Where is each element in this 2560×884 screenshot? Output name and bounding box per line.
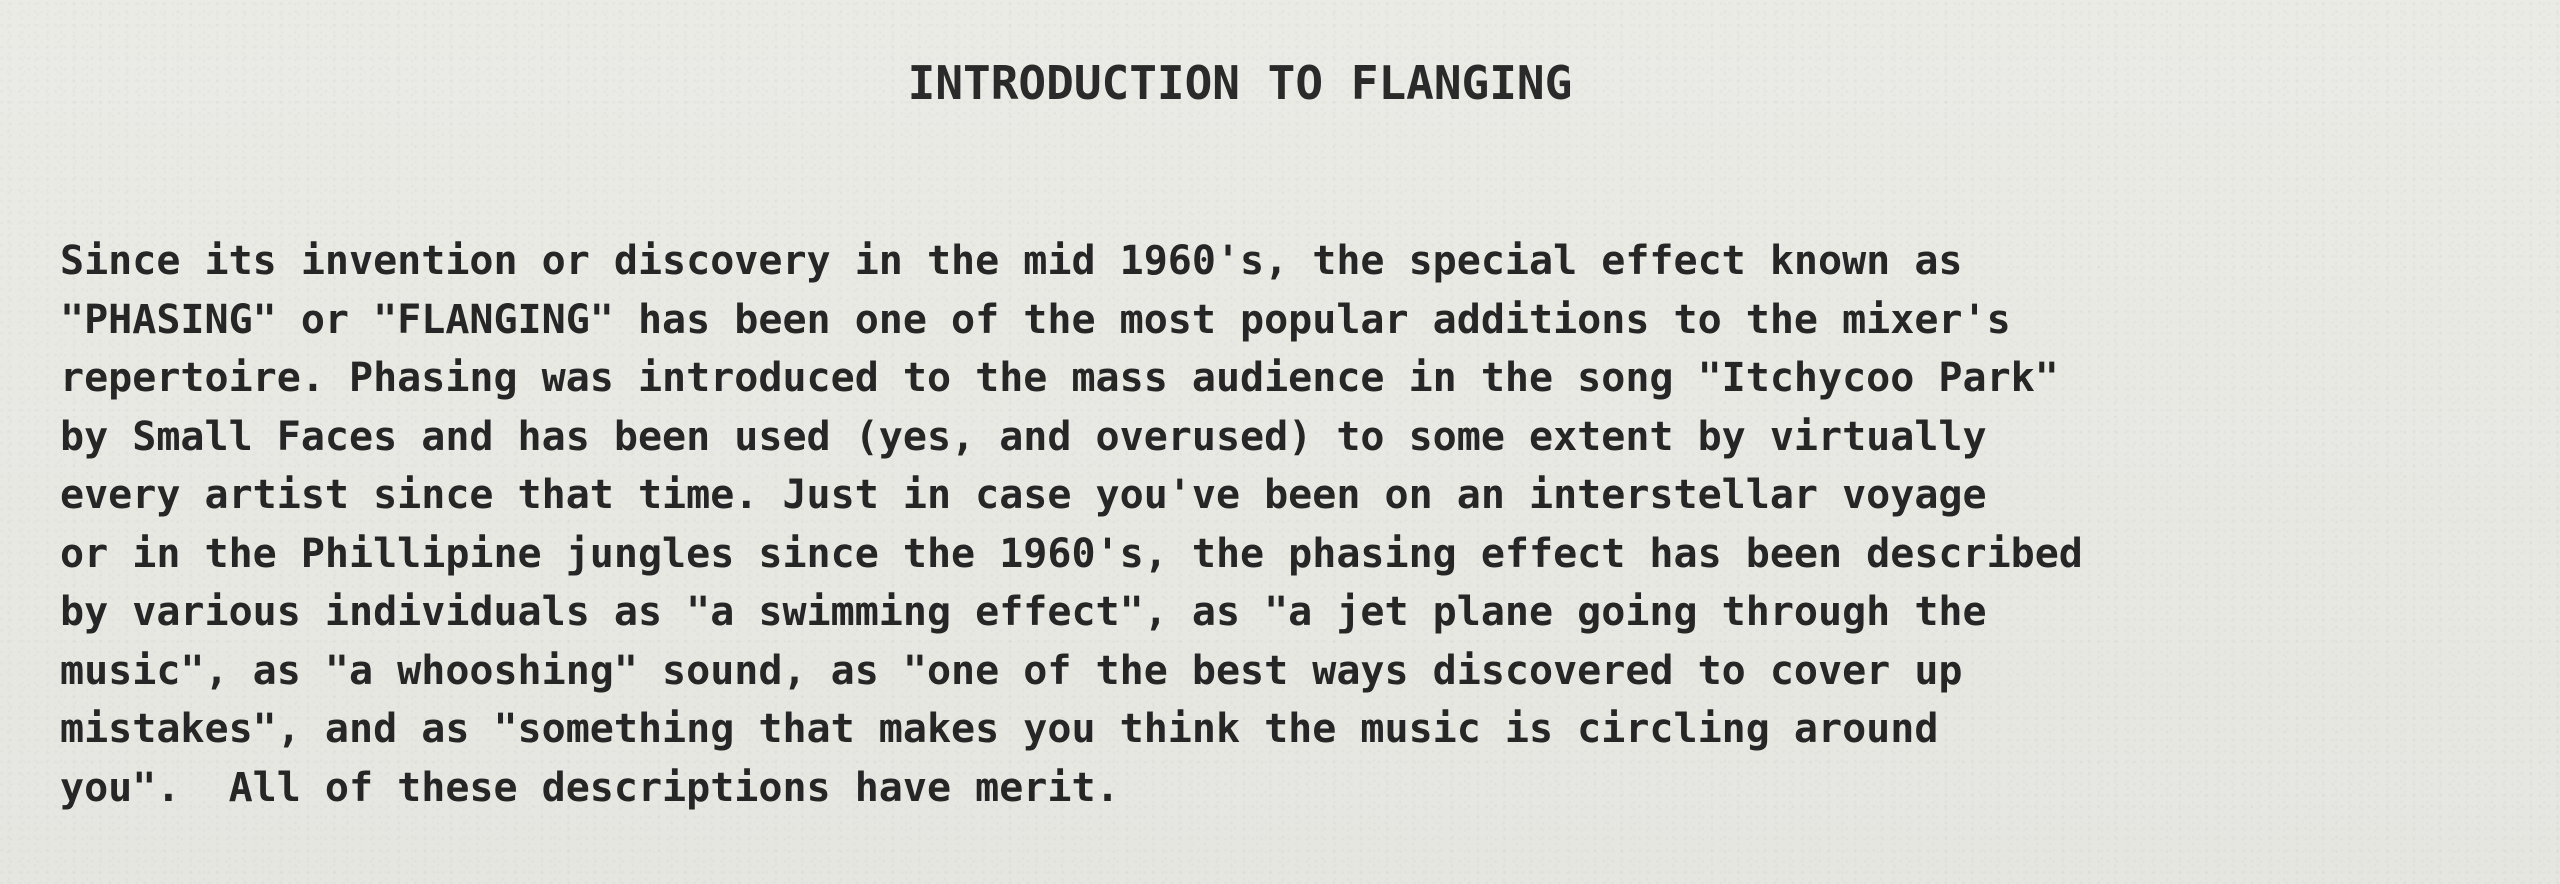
paragraph-line-8: music", as "a whooshing" sound, as "one of the best ways discovered to cover up [60,647,1963,694]
page-title: INTRODUCTION TO FLANGING [907,56,1573,110]
paragraph-line-4: by Small Faces and has been used (yes, and overused) to some extent by virtually [60,413,1987,460]
paragraph-line-10: you". All of these descriptions have merit. [60,764,1120,811]
paragraph-line-5: every artist since that time. Just in case you've been on an interstellar voyage [60,472,1987,518]
paragraph-line-2: "PHASING" or "FLANGING" has been one of the most popular additions to the mixer's [60,296,2011,343]
paragraph-line-1: Since its invention or discovery in the mid 1960's, the special effect known as [60,238,1963,284]
paragraph-line-9: mistakes", and as "something that makes you think the music is circling around [60,706,1939,752]
paragraph-line-3: repertoire. Phasing was introduced to the mass audience in the song "Itchycoo Park" [60,355,2059,401]
body-paragraph [60,232,2540,817]
paragraph-line-7: by various individuals as "a swimming effect", as "a jet plane going through the [60,589,1987,635]
paragraph-line-6: or in the Phillipine jungles since the 1960's, the phasing effect has been described [60,530,2083,577]
